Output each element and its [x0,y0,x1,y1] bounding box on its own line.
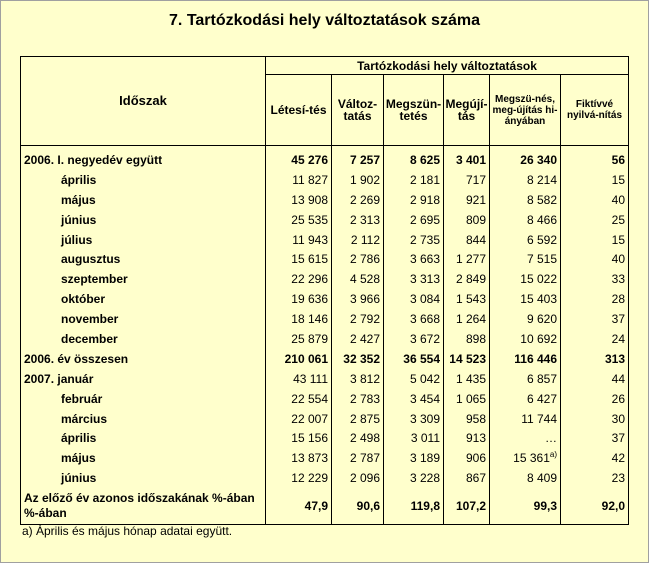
table-row [21,309,629,329]
row-label: 2006. I. negyedév együtt [21,146,266,170]
footnote-marker: a) [549,450,557,460]
cell-value: 15 361 [513,451,550,466]
cell-c2: 3 966 [332,289,384,309]
row-label: december [21,329,266,349]
row-label: október [21,289,266,309]
cell-c2: 7 257 [332,146,384,170]
cell-c6: 24 [561,329,629,349]
cell-c3: 3 011 [384,428,444,448]
cell-c1: 15 615 [266,249,332,269]
cell-c3: 3 313 [384,269,444,289]
cell-c1: 43 111 [266,369,332,389]
cell-c3: 3 084 [384,289,444,309]
cell-c6: 23 [561,468,629,488]
footnote: a) Április és május hónap adatai együtt. [22,524,233,538]
cell-c4: 906 [444,448,490,468]
cell-c2: 2 875 [332,409,384,429]
cell-c6: 25 [561,210,629,230]
row-label: május [21,190,266,210]
cell-c6: 40 [561,190,629,210]
cell-c4: 1 543 [444,289,490,309]
cell-c4: 3 401 [444,146,490,170]
row-label: május [21,448,266,468]
cell-c1: 45 276 [266,146,332,170]
period-header: Időszak [21,57,266,146]
cell-c4: 14 523 [444,349,490,369]
cell-c3: 3 189 [384,448,444,468]
cell-c2: 2 112 [332,230,384,250]
cell-c3: 36 554 [384,349,444,369]
cell-c6: 37 [561,309,629,329]
cell-c4: 921 [444,190,490,210]
cell-c5: 116 446 [490,349,561,369]
cell-c6: 40 [561,249,629,269]
cell-c5: 8 214 [490,170,561,190]
cell-c2: 2 427 [332,329,384,349]
col-header-fiktiv: Fiktívvé nyilvá-nítás [561,75,629,146]
cell-c2: 2 096 [332,468,384,488]
cell-c6: 44 [561,369,629,389]
cell-c2: 4 528 [332,269,384,289]
cell-c5: 9 620 [490,309,561,329]
table-row [21,389,629,409]
cell-c5: … [490,428,561,448]
cell-c6: 33 [561,269,629,289]
cell-c6: 30 [561,409,629,429]
row-label: 2007. január [21,369,266,389]
table-row [21,289,629,309]
cell-c3: 2 695 [384,210,444,230]
cell-c4: 898 [444,329,490,349]
row-label: 2006. év összesen [21,349,266,369]
cell-c2: 32 352 [332,349,384,369]
col-header-megujitas: Megújí-tás [444,75,490,146]
cell-c1: 22 296 [266,269,332,289]
cell-c3: 3 663 [384,249,444,269]
cell-c6: 37 [561,428,629,448]
cell-c4: 958 [444,409,490,429]
cell-c5: 6 427 [490,389,561,409]
cell-c6: 28 [561,289,629,309]
cell-c2: 3 812 [332,369,384,389]
table-row [21,210,629,230]
row-label: február [21,389,266,409]
cell-c6: 56 [561,146,629,170]
cell-c3: 5 042 [384,369,444,389]
cell-c1: 22 554 [266,389,332,409]
row-label: november [21,309,266,329]
cell-c2: 2 313 [332,210,384,230]
cell-c4: 1 277 [444,249,490,269]
cell-c2: 2 269 [332,190,384,210]
row-label: július [21,230,266,250]
cell-c2: 1 902 [332,170,384,190]
cell-c4: 809 [444,210,490,230]
cell-c1: 12 229 [266,468,332,488]
cell-c3: 3 309 [384,409,444,429]
cell-c1: 15 156 [266,428,332,448]
page-title: 7. Tartózkodási hely változtatások száma [169,12,480,29]
cell-c4: 1 065 [444,389,490,409]
cell-c3: 2 181 [384,170,444,190]
cell-c2: 2 786 [332,249,384,269]
cell-c4: 2 849 [444,269,490,289]
cell-c1: 13 908 [266,190,332,210]
table-row [21,349,629,369]
cell-c1: 11 827 [266,170,332,190]
table-row [21,369,629,389]
cell-c5: 8 582 [490,190,561,210]
cell-c5: 99,3 [490,488,561,525]
table-row [21,249,629,269]
row-label: április [21,428,266,448]
cell-c4: 844 [444,230,490,250]
cell-c3: 2 918 [384,190,444,210]
cell-c5: 8 466 [490,210,561,230]
row-label: március [21,409,266,429]
row-label: szeptember [21,269,266,289]
cell-c5: 8 409 [490,468,561,488]
cell-c5: 15 403 [490,289,561,309]
data-table [20,56,629,525]
cell-c1: 47,9 [266,488,332,525]
cell-c4: 867 [444,468,490,488]
cell-c6: 42 [561,448,629,468]
cell-c4: 913 [444,428,490,448]
cell-c2: 2 783 [332,389,384,409]
cell-c5: 26 340 [490,146,561,170]
cell-c3: 3 672 [384,329,444,349]
cell-c5: 7 515 [490,249,561,269]
cell-c1: 11 943 [266,230,332,250]
table-row [21,170,629,190]
table-row [21,428,629,448]
table-row [21,448,629,468]
cell-c5: 11 744 [490,409,561,429]
cell-c1: 25 535 [266,210,332,230]
cell-c6: 15 [561,170,629,190]
row-label: június [21,468,266,488]
table-row [21,230,629,250]
cell-c3: 3 228 [384,468,444,488]
col-header-megszuntetes: Megszün-tetés [384,75,444,146]
table-row [21,146,629,170]
cell-c3: 8 625 [384,146,444,170]
col-header-valtoztatas: Változ-tatás [332,75,384,146]
cell-c1: 22 007 [266,409,332,429]
cell-c4: 717 [444,170,490,190]
cell-c1: 19 636 [266,289,332,309]
table-row [21,269,629,289]
cell-c6: 313 [561,349,629,369]
cell-c4: 1 264 [444,309,490,329]
table-row [21,329,629,349]
table-row [21,409,629,429]
cell-c1: 13 873 [266,448,332,468]
row-label: Az előző év azonos időszakának %-ában %-ában [21,488,266,525]
cell-c5: 6 592 [490,230,561,250]
cell-c2: 2 787 [332,448,384,468]
group-header: Tartózkodási hely változtatások [266,57,629,75]
cell-c2: 2 792 [332,309,384,329]
cell-c4: 1 435 [444,369,490,389]
cell-c5: 15 022 [490,269,561,289]
table-row [21,488,629,525]
cell-c5: 10 692 [490,329,561,349]
cell-c2: 90,6 [332,488,384,525]
col-header-megszunes: Megszü-nés, meg-újítás hi-ányában [490,75,561,146]
row-label: június [21,210,266,230]
cell-c6: 15 [561,230,629,250]
cell-c6: 26 [561,389,629,409]
cell-c3: 3 454 [384,389,444,409]
cell-c1: 18 146 [266,309,332,329]
cell-c2: 2 498 [332,428,384,448]
row-label: április [21,170,266,190]
table-row [21,468,629,488]
col-header-letesites: Létesí-tés [266,75,332,146]
cell-c3: 3 668 [384,309,444,329]
cell-c1: 210 061 [266,349,332,369]
table-row [21,190,629,210]
cell-c5: 6 857 [490,369,561,389]
cell-c6: 92,0 [561,488,629,525]
cell-c1: 25 879 [266,329,332,349]
cell-c3: 2 735 [384,230,444,250]
cell-c5 [490,448,561,468]
cell-c4: 107,2 [444,488,490,525]
row-label: augusztus [21,249,266,269]
cell-c3: 119,8 [384,488,444,525]
